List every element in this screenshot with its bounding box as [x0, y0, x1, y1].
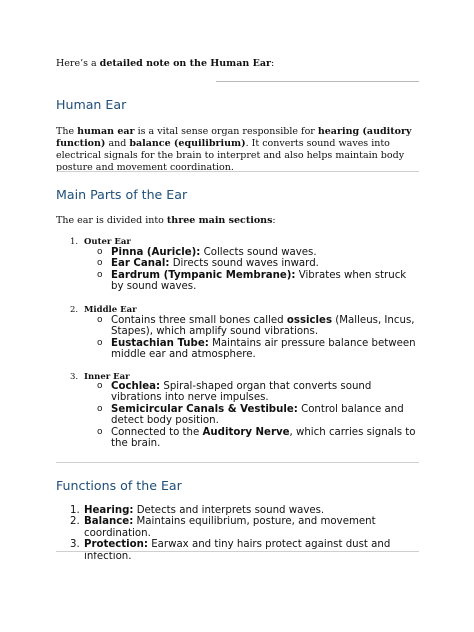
heading-main-parts: Main Parts of the Ear — [56, 187, 188, 202]
para-bold: hearing (auditory function) — [56, 126, 412, 149]
part-title-text: Middle Ear — [84, 305, 137, 315]
item-text: Control balance and detect body position. — [111, 403, 404, 427]
main-parts-intro — [56, 215, 420, 227]
intro-text: Here’s a — [56, 58, 100, 69]
para-text: The — [56, 126, 78, 137]
para-bold: balance (equilibrium) — [129, 138, 246, 149]
bullet-icon: o — [97, 258, 103, 269]
item-bold: Protection: — [84, 539, 148, 551]
list-number: 3. — [70, 539, 80, 551]
list-number: 2. — [70, 305, 79, 315]
middle-ear-list — [97, 315, 419, 361]
item-bold: Eustachian Tube: — [111, 337, 209, 349]
part-title-outer-ear — [70, 237, 131, 247]
bullet-icon: o — [97, 337, 103, 348]
item-text: Detects and interprets sound waves. — [133, 505, 325, 516]
list-item — [70, 516, 420, 539]
list-number: 1. — [70, 237, 79, 247]
intro-line — [56, 58, 420, 70]
item-bold: ossicles — [286, 315, 333, 326]
list-item — [97, 258, 419, 269]
list-number: 1. — [70, 505, 80, 516]
heading-functions: Functions of the Ear — [56, 478, 182, 493]
item-bold: Ear Canal: — [111, 258, 170, 270]
item-text: Collects sound waves. — [200, 247, 317, 258]
item-bold: Cochlea: — [111, 381, 161, 392]
item-text: Earwax and tiny hairs protect against dust and infection. — [84, 539, 391, 562]
item-bold: Balance: — [84, 516, 134, 528]
outer-ear-list — [97, 247, 419, 293]
bullet-icon: o — [97, 269, 103, 280]
list-item — [97, 404, 419, 427]
list-number: 3. — [70, 372, 79, 382]
intro-colon: : — [271, 58, 275, 69]
divider-2 — [56, 462, 419, 463]
item-text: Vibrates when struck by sound waves. — [111, 269, 407, 293]
item-bold: Eardrum (Tympanic Membrane): — [111, 269, 296, 281]
bullet-icon: o — [97, 426, 103, 437]
intro-bold: detailed note on the Human Ear — [99, 58, 272, 69]
item-bold: Hearing: — [84, 505, 134, 516]
human-ear-paragraph — [56, 126, 420, 174]
bullet-icon: o — [97, 381, 103, 391]
list-item — [97, 315, 419, 338]
item-bold: Semicircular Canals & Vestibule: — [111, 403, 298, 415]
functions-list — [70, 505, 420, 562]
item-bold: Auditory Nerve — [202, 426, 290, 438]
para-text: and — [105, 138, 130, 149]
item-text: Contains three small bones called — [111, 315, 287, 326]
item-text: Spiral-shaped organ that converts sound vibrations into nerve impulses. — [111, 381, 372, 404]
part-title-text: Outer Ear — [84, 237, 131, 247]
bullet-icon: o — [97, 315, 103, 325]
item-text: Maintains air pressure balance between middle ear and atmosphere. — [111, 337, 416, 361]
intro-text: The ear is divided into — [56, 215, 167, 226]
list-item — [97, 247, 419, 258]
item-text: , which carries signals to the brain. — [111, 426, 416, 450]
inner-ear-list — [97, 381, 419, 449]
intro-bold: three main sections — [166, 215, 273, 226]
list-item — [97, 427, 419, 450]
list-item — [70, 505, 420, 516]
list-item — [97, 270, 419, 293]
list-item — [97, 338, 419, 361]
item-text: (Malleus, Incus, Stapes), which amplify sound vibrations. — [111, 315, 415, 338]
heading-human-ear: Human Ear — [56, 97, 127, 112]
divider-top — [216, 81, 419, 82]
para-text: is a vital sense organ responsible for — [134, 126, 318, 137]
divider-3 — [56, 551, 419, 552]
part-title-text: Inner Ear — [84, 372, 130, 382]
para-bold: human ear — [77, 126, 135, 137]
item-text: Connected to the — [111, 426, 203, 438]
part-title-middle-ear — [70, 305, 137, 315]
item-text: Maintains equilibrium, posture, and movement coordination. — [84, 516, 376, 539]
bullet-icon: o — [97, 403, 103, 414]
divider-1 — [56, 171, 419, 172]
intro-colon: : — [272, 215, 276, 226]
bullet-icon: o — [97, 247, 103, 257]
list-item — [97, 381, 419, 404]
para-text: . It converts sound waves into electrical signals for the brain to interpret and also helps maintain body posture and movement coordination. — [56, 138, 405, 173]
list-number: 2. — [70, 516, 80, 528]
item-bold: Pinna (Auricle): — [111, 247, 201, 258]
item-text: Directs sound waves inward. — [169, 258, 319, 270]
